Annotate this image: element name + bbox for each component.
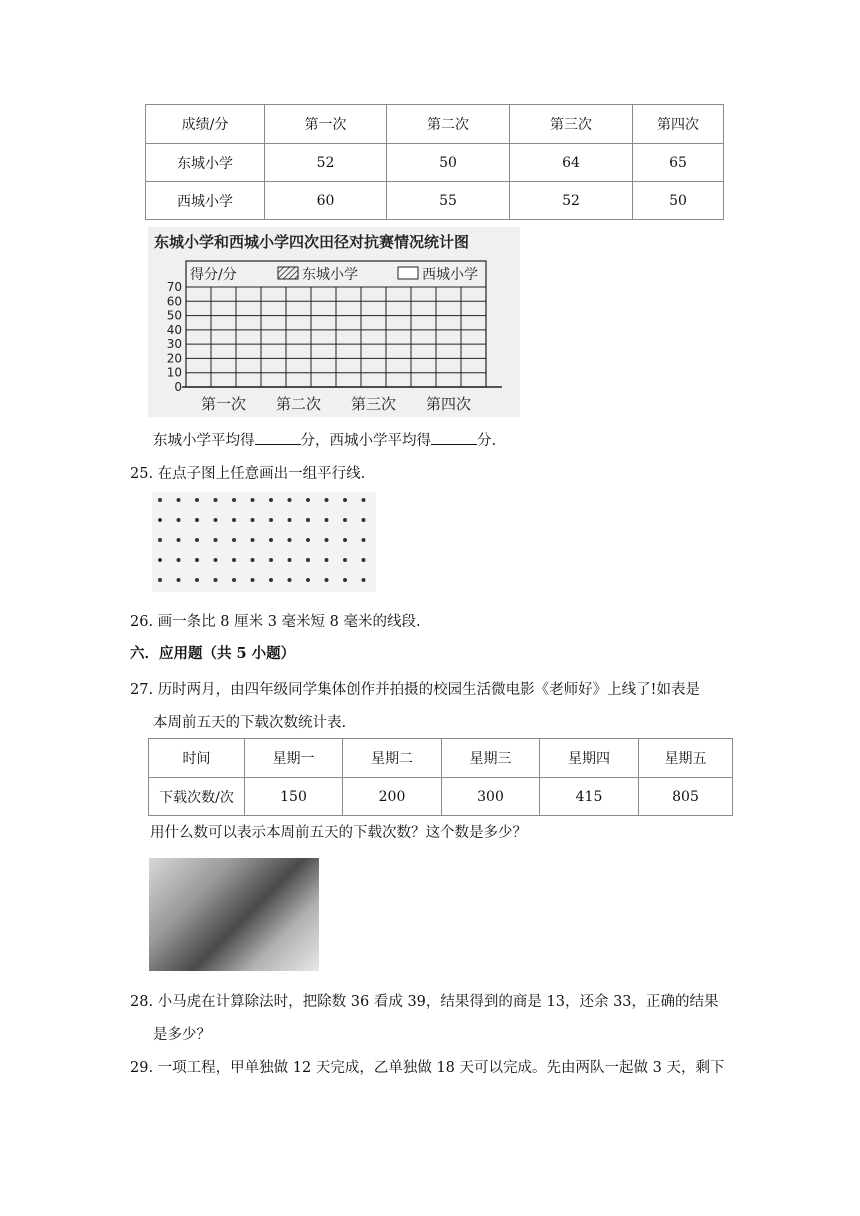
question-number: 26.: [130, 614, 154, 630]
class-photo: [149, 858, 319, 971]
download-table-header: 星期五: [639, 739, 733, 778]
grid-dot[interactable]: [158, 498, 162, 502]
dot-grid[interactable]: [152, 492, 376, 592]
grid-dot[interactable]: [251, 518, 255, 522]
grid-dot[interactable]: [177, 558, 181, 562]
y-tick-label: 30: [166, 337, 182, 352]
grid-dot[interactable]: [195, 518, 199, 522]
grid-dot[interactable]: [362, 538, 366, 542]
grid-dot[interactable]: [288, 518, 292, 522]
grid-dot[interactable]: [288, 558, 292, 562]
grid-dot[interactable]: [195, 558, 199, 562]
q24-text-3: 分.: [477, 433, 497, 449]
grid-dot[interactable]: [343, 538, 347, 542]
grid-dot[interactable]: [195, 538, 199, 542]
table-cell: 下载次数/次: [149, 778, 245, 816]
y-tick-label: 70: [166, 280, 182, 294]
download-table-header: 星期二: [343, 739, 442, 778]
grid-dot[interactable]: [288, 498, 292, 502]
grid-dot[interactable]: [362, 578, 366, 582]
grid-dot[interactable]: [343, 498, 347, 502]
grid-dot[interactable]: [343, 558, 347, 562]
y-axis-label: 得分/分: [190, 267, 237, 283]
question-text: 历时两月，由四年级同学集体创作并拍摄的校园生活微电影《老师好》上线了!如表是: [157, 682, 700, 698]
question-text: 在点子图上任意画出一组平行线.: [157, 466, 366, 482]
table-row: [146, 182, 724, 220]
grid-dot[interactable]: [232, 578, 236, 582]
answer-blank[interactable]: [255, 430, 301, 445]
download-table-header: 星期四: [540, 739, 639, 778]
grid-dot[interactable]: [214, 518, 218, 522]
x-tick-label: 第二次: [275, 395, 322, 413]
grid-dot[interactable]: [306, 578, 310, 582]
grid-dot[interactable]: [251, 558, 255, 562]
grid-dot[interactable]: [232, 498, 236, 502]
question-number: 25.: [130, 466, 154, 482]
y-tick-label: 60: [166, 294, 182, 309]
grid-dot[interactable]: [269, 558, 273, 562]
q24-answer-line: [153, 430, 496, 451]
grid-dot[interactable]: [325, 538, 329, 542]
grid-dot[interactable]: [251, 538, 255, 542]
grid-dot[interactable]: [232, 518, 236, 522]
question-text: 一项工程，甲单独做 12 天完成，乙单独做 18 天可以完成。先由两队一起做 3 天，剩下: [157, 1060, 725, 1076]
grid-dot[interactable]: [362, 558, 366, 562]
q24-text-1: 东城小学平均得: [153, 433, 255, 449]
table-cell: 60: [265, 182, 387, 220]
grid-dot[interactable]: [214, 538, 218, 542]
answer-blank[interactable]: [431, 430, 477, 445]
grid-dot[interactable]: [325, 518, 329, 522]
grid-dot[interactable]: [158, 518, 162, 522]
question-29: [130, 1058, 724, 1078]
bar-chart: [148, 227, 520, 417]
question-text: 小马虎在计算除法时，把除数 36 看成 39，结果得到的商是 13，还余 33，正确的结果: [157, 994, 719, 1010]
table-cell: 200: [343, 778, 442, 816]
grid-dot[interactable]: [251, 578, 255, 582]
y-tick-label: 20: [166, 351, 182, 366]
x-tick-label: 第四次: [425, 395, 472, 413]
grid-dot[interactable]: [343, 518, 347, 522]
grid-dot[interactable]: [306, 538, 310, 542]
grid-dot[interactable]: [362, 518, 366, 522]
y-tick-label: 0: [174, 380, 182, 394]
grid-dot[interactable]: [177, 498, 181, 502]
dot-grid-svg: [152, 492, 376, 592]
grid-dot[interactable]: [177, 538, 181, 542]
section-title: 六．应用题（共 5 小题）: [130, 645, 296, 662]
q24-text-2: 分，西城小学平均得: [300, 433, 431, 449]
grid-dot[interactable]: [158, 538, 162, 542]
legend-label: 东城小学: [302, 267, 358, 283]
question-28: [130, 992, 719, 1012]
score-table-header: 第四次: [633, 105, 724, 144]
grid-dot[interactable]: [195, 498, 199, 502]
download-table-header: 星期三: [442, 739, 540, 778]
y-tick-label: 10: [166, 365, 182, 380]
question-28-line2: 是多少？: [153, 1027, 211, 1043]
grid-dot[interactable]: [251, 498, 255, 502]
question-27-prompt: 用什么数可以表示本周前五天的下载次数？这个数是多少？: [150, 825, 527, 841]
grid-dot[interactable]: [306, 518, 310, 522]
table-cell: 805: [639, 778, 733, 816]
grid-dot[interactable]: [325, 558, 329, 562]
chart-title: 东城小学和西城小学四次田径对抗赛情况统计图: [154, 233, 470, 251]
grid-dot[interactable]: [177, 578, 181, 582]
grid-dot[interactable]: [288, 578, 292, 582]
question-number: 27.: [130, 682, 154, 698]
table-cell: 150: [245, 778, 343, 816]
grid-dot[interactable]: [214, 498, 218, 502]
table-cell: 50: [633, 182, 724, 220]
x-tick-label: 第三次: [350, 395, 397, 413]
table-cell: 50: [387, 144, 510, 182]
grid-dot[interactable]: [195, 578, 199, 582]
question-25: [130, 464, 365, 484]
grid-dot[interactable]: [325, 578, 329, 582]
x-tick-label: 第一次: [200, 395, 247, 413]
question-26: [130, 612, 421, 632]
grid-dot[interactable]: [214, 558, 218, 562]
y-tick-label: 50: [166, 308, 182, 323]
grid-dot[interactable]: [214, 578, 218, 582]
grid-dot[interactable]: [288, 538, 292, 542]
table-cell: 52: [265, 144, 387, 182]
question-27-line2: 本周前五天的下载次数统计表.: [153, 715, 347, 731]
grid-dot[interactable]: [269, 498, 273, 502]
grid-dot[interactable]: [269, 538, 273, 542]
question-text: 画一条比 8 厘米 3 毫米短 8 毫米的线段.: [157, 614, 421, 630]
download-table-header: 时间: [149, 739, 245, 778]
question-27: [130, 680, 700, 700]
score-table: [145, 104, 724, 220]
table-cell: 东城小学: [146, 144, 265, 182]
grid-dot[interactable]: [177, 518, 181, 522]
chart-svg: [148, 227, 520, 417]
table-cell: 西城小学: [146, 182, 265, 220]
grid-dot[interactable]: [232, 558, 236, 562]
grid-dot[interactable]: [306, 498, 310, 502]
score-table-header: 成绩/分: [146, 105, 265, 144]
legend-label: 西城小学: [422, 267, 478, 283]
score-table-header: 第二次: [387, 105, 510, 144]
table-cell: 300: [442, 778, 540, 816]
download-table: [148, 738, 733, 816]
grid-dot[interactable]: [325, 498, 329, 502]
score-table-header: 第一次: [265, 105, 387, 144]
question-number: 28.: [130, 994, 154, 1010]
grid-dot[interactable]: [158, 578, 162, 582]
y-tick-label: 40: [166, 322, 182, 337]
grid-dot[interactable]: [269, 518, 273, 522]
table-cell: 52: [510, 182, 633, 220]
grid-dot[interactable]: [158, 558, 162, 562]
table-row: [146, 144, 724, 182]
score-table-header: 第三次: [510, 105, 633, 144]
grid-dot[interactable]: [306, 558, 310, 562]
grid-dot[interactable]: [269, 578, 273, 582]
question-number: 29.: [130, 1060, 154, 1076]
table-cell: 65: [633, 144, 724, 182]
table-row: [149, 778, 733, 816]
table-cell: 55: [387, 182, 510, 220]
grid-dot[interactable]: [362, 498, 366, 502]
grid-dot[interactable]: [343, 578, 347, 582]
grid-dot[interactable]: [232, 538, 236, 542]
legend-swatch-plain: [398, 267, 418, 279]
legend-swatch-hatched: [278, 267, 298, 279]
table-cell: 415: [540, 778, 639, 816]
table-cell: 64: [510, 144, 633, 182]
download-table-header: 星期一: [245, 739, 343, 778]
